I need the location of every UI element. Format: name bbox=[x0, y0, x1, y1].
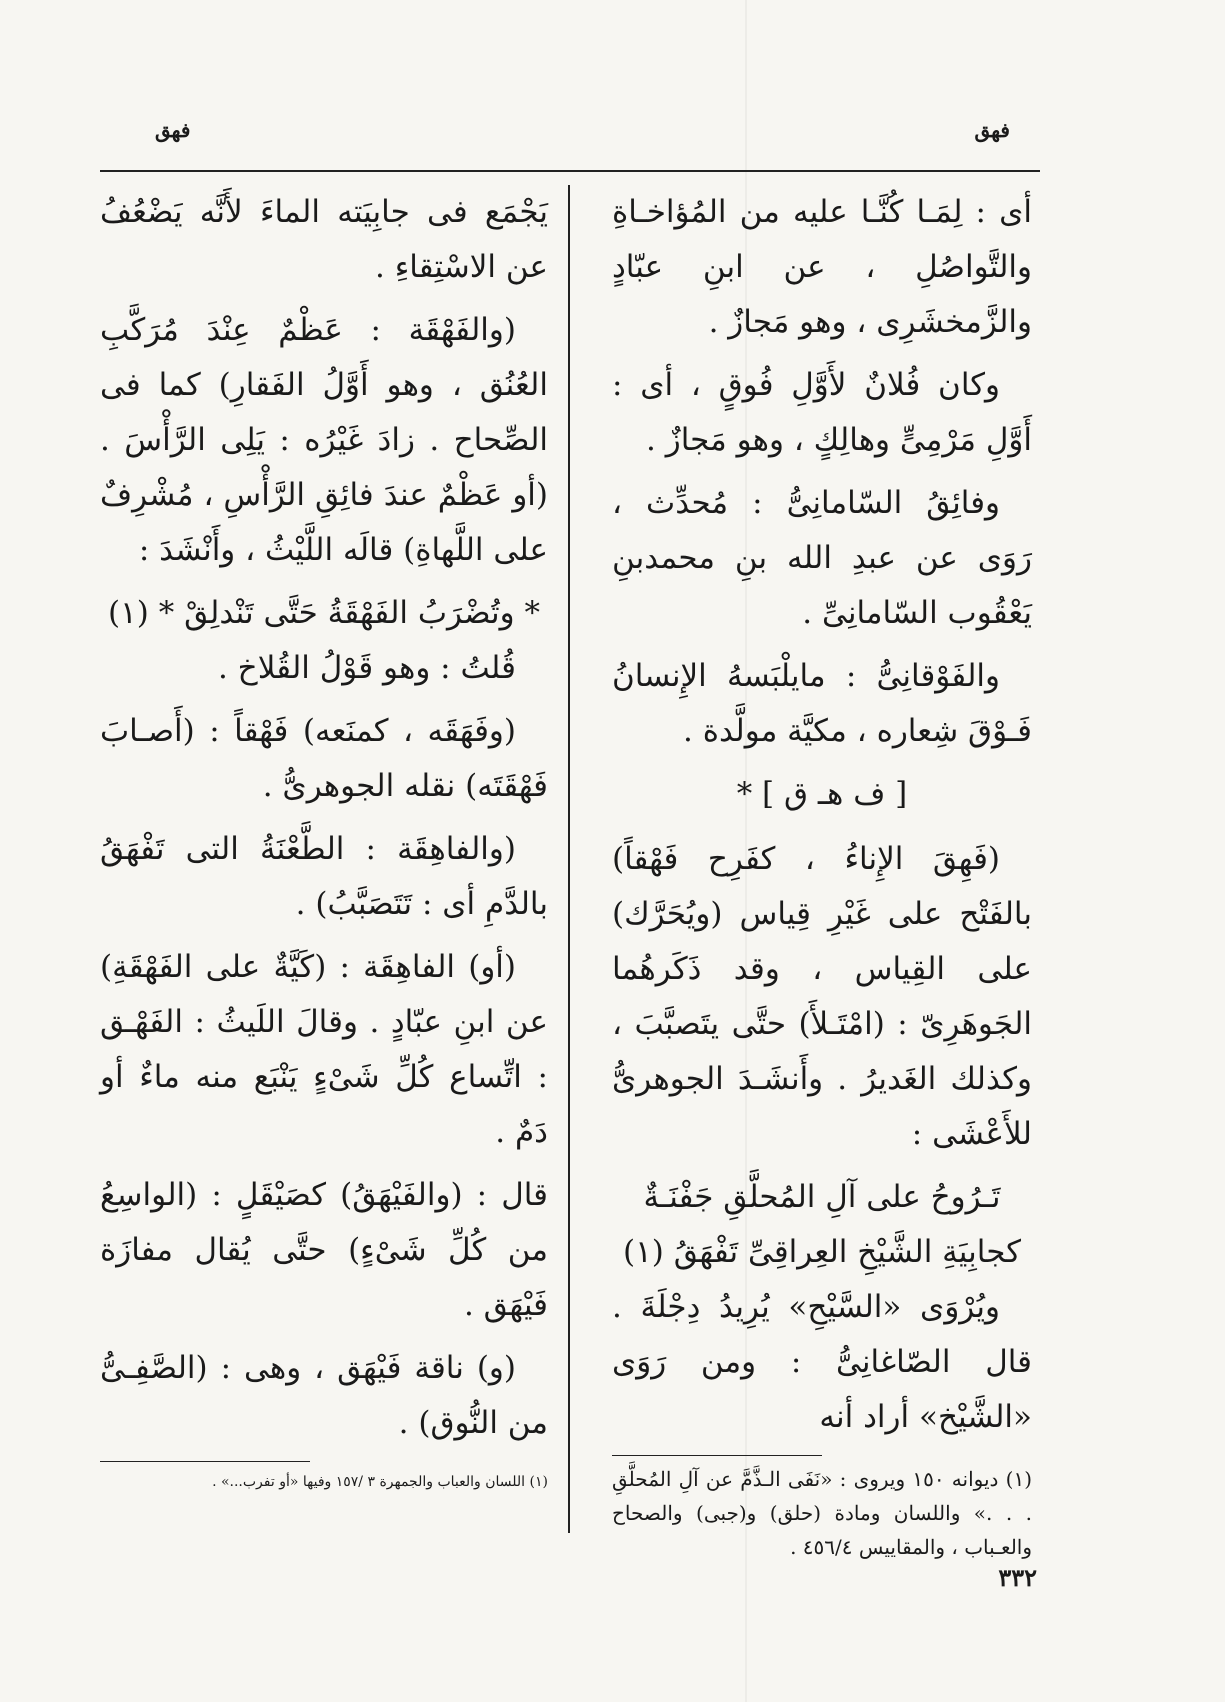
right-footnote: (١) ديوانه ١٥٠ ويروى : «نَفَى الـذَّمَّ عن آلِ المُحلَّقِ . . .» واللسان ومادة (حلق) و(جبى) والصحاح والعـباب ، والمقاييس ٤٥٦/٤ . bbox=[612, 1467, 1033, 1559]
verse-line-1: تَـرُوحُ على آلِ المُحلَّقِ جَفْنَـةٌ bbox=[643, 1179, 1001, 1215]
left-column bbox=[100, 185, 548, 1496]
left-paragraph-4: (وفَهَقَه ، كمنَعه) فَهْقاً : (أَصـابَ فَهْقَتَه) نقله الجوهرىُّ . bbox=[100, 713, 548, 804]
entry-heading: [ ف هـ ق ] * bbox=[736, 776, 908, 812]
right-column bbox=[612, 185, 1032, 1564]
left-footnote-rule bbox=[100, 1461, 310, 1462]
header-rule bbox=[100, 170, 1040, 172]
right-paragraph-1: أى : لِمَـا كُنَّـا عليه من المُؤاخـاةِ والتَّواصُلِ ، عن ابنِ عبّادٍ والزَّمخشَرِى ، وهو مَجازٌ . bbox=[612, 194, 1032, 340]
left-paragraph-7: قال : (والفَيْهَقُ) كصَيْقَلٍ : (الواسِعُ من كُلِّ شَىْءٍ) حتَّى يُقال مفازَة فَيْهَق . bbox=[100, 1177, 548, 1323]
running-header-right: فهق bbox=[974, 118, 1010, 142]
left-paragraph-6: (أو) الفاهِقَة : (كَيَّةٌ على الفَهْقَةِ) عن ابنِ عبّادٍ . وقالَ اللَيثُ : الفَهْـق : اتِّساع كُلِّ شَىْءٍ يَنْبَع منه ماءٌ أو دَمٌ . bbox=[100, 949, 548, 1150]
left-paragraph-5: (والفاهِقَة : الطَّعْنَةُ التى تَفْهَقُ بالدَّمِ أى : تَتَصَبَّبُ) . bbox=[100, 831, 548, 922]
left-footnote: (١) اللسان والعباب والجمهرة ٣ /١٥٧ وفيها «أو تفرب...» . bbox=[212, 1474, 548, 1490]
right-footnote-rule bbox=[612, 1455, 822, 1456]
left-paragraph-8: (و) ناقة فَيْهَق ، وهى : (الصَّفِـىُّ من النُّوق) . bbox=[100, 1350, 548, 1441]
right-paragraph-2: وكان فُلانٌ لأَوَّلِ فُوقٍ ، أى : أَوَّلِ مَرْمِىٍّ وهالِكٍ ، وهو مَجازٌ . bbox=[612, 367, 1032, 458]
column-divider bbox=[568, 185, 570, 1533]
left-paragraph-3: قُلتُ : وهو قَوْلُ القُلاخ . bbox=[217, 650, 516, 686]
right-paragraph-3: وفائِقُ السّامانِىُّ : مُحدِّث ، رَوَى عن عبدِ الله بنِ محمدبنِ يَعْقُوب السّامانِىِّ . bbox=[612, 485, 1032, 631]
right-paragraph-4: والفَوْقانِىُّ : مايلْبَسهُ الإِنسانُ فَـوْقَ شِعاره ، مكيَّة مولَّدة . bbox=[612, 658, 1032, 749]
page-number: ٣٣٢ bbox=[998, 1563, 1037, 1592]
left-paragraph-1: يَجْمَع فى جابِيَته الماءَ لأَنَّه يَضْعُفُ عن الاسْتِقاءِ . bbox=[100, 194, 548, 285]
left-paragraph-2: (والفَهْقَة : عَظْمٌ عِنْدَ مُرَكَّبِ العُنُق ، وهو أَوَّلُ الفَقارِ) كما فى الصِّحاح . زادَ غَيْرُه : يَلِى الرَّأْسَ . (أو عَظْمٌ عندَ فائِقِ الرَّأْسِ ، مُشْرِفٌ على اللَّهاةِ) قالَه اللَّيْثُ ، وأَنْشَدَ : bbox=[100, 312, 548, 568]
right-paragraph-6: ويُرْوَى «السَّيْحِ» يُرِيدُ دِجْلَةَ . قال الصّاغانِىُّ : ومن رَوَى «الشَّيْخ» أراد أنه bbox=[612, 1289, 1032, 1435]
verse-line-2: كجابِيَةِ الشَّيْخِ العِراقِىِّ تَفْهَقُ (١) bbox=[622, 1234, 1021, 1270]
left-verse: * وتُضْرَبُ الفَهْقَةُ حَتَّى تَنْدلِقْ * (١) bbox=[108, 595, 540, 631]
right-paragraph-5: (فَهِقَ الإِناءُ ، كفَرِح فَهْقاً) بالفَتْح على غَيْرِ قِياس (ويُحَرَّك) على القِياس ، وقد ذَكَرهُما الجَوهَرِىّ : (امْتَـلأَ) حتَّى يتَصبَّبَ ، وكذلك الغَديرُ . وأَنشَـدَ الجوهرىُّ للأَعْشَى : bbox=[612, 841, 1032, 1152]
running-header-left: فهق bbox=[155, 118, 191, 142]
